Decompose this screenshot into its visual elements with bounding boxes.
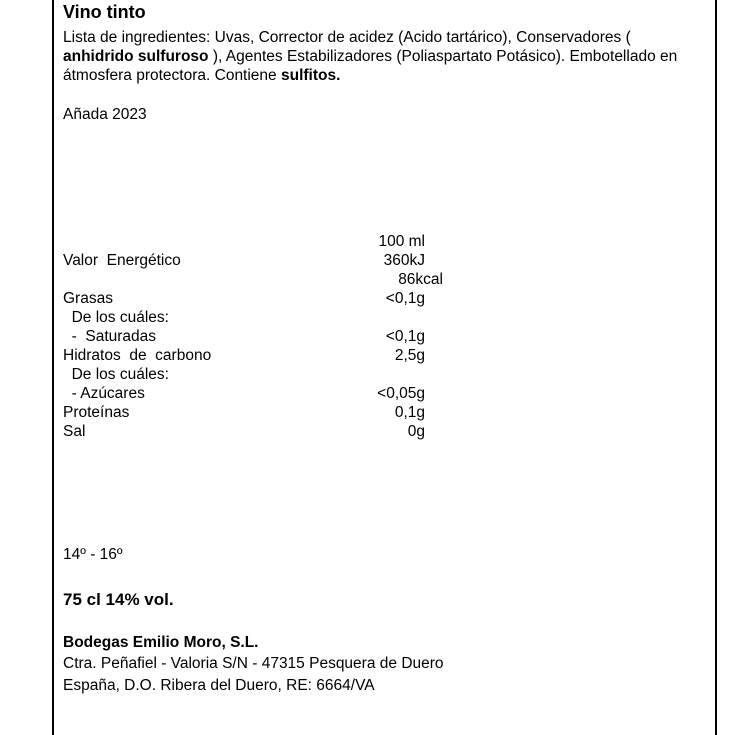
ingredients-part2: ), Agentes Estabilizadores (Poliaspartato Potásico). Embotellado en átmosfera protectora. Contiene (63, 48, 678, 85)
volume-abv: 75 cl 14% vol. (63, 590, 174, 609)
nutrition-row (63, 346, 425, 365)
nutrition-header: 100 ml (378, 233, 425, 250)
ingredients-text (63, 28, 703, 86)
nutrition-row (63, 422, 425, 441)
nutrition-row (63, 403, 425, 422)
vintage-year: Añada 2023 (63, 106, 147, 123)
nutrient-label: Proteínas (63, 404, 130, 421)
serving-temperature: 14º - 16º (63, 546, 123, 563)
nutrient-value: <0,05g (377, 385, 425, 402)
nutrition-row (63, 327, 425, 346)
energy-kj: 360kJ (383, 252, 425, 269)
nutrient-value: 0,1g (394, 404, 425, 421)
nutrient-label: Hidratos de carbono (63, 347, 212, 364)
nutrient-label: Sal (63, 423, 86, 440)
company-name: Bodegas Emilio Moro, S.L. (63, 634, 259, 651)
nutrient-value: 0g (407, 423, 425, 440)
nutrient-label: - Saturadas (63, 328, 157, 345)
ingredients-bold-sulfuroso: anhidrido sulfuroso (63, 48, 209, 66)
nutrient-value: 2,5g (394, 347, 425, 364)
company-address-line2: España, D.O. Ribera del Duero, RE: 6664/VA (63, 677, 375, 694)
company-address-line1: Ctra. Peñafiel - Valoria S/N - 47315 Pesquera de Duero (63, 655, 444, 672)
nutrient-value: <0,1g (385, 328, 425, 345)
nutrition-header-row (63, 232, 425, 251)
nutrient-label: Grasas (63, 290, 113, 307)
nutrition-row (63, 384, 425, 403)
nutrient-label: - Azúcares (63, 385, 145, 402)
ingredients-bold-sulfitos: sulfitos. (280, 67, 341, 85)
nutrition-row-energy (63, 251, 425, 270)
energy-kcal: 86kcal (398, 271, 443, 288)
product-title: Vino tinto (63, 2, 146, 22)
ingredients-part1: Lista de ingredientes: Uvas, Corrector de acidez (Acido tartárico), Conservadores ( (63, 29, 631, 46)
nutrition-row (63, 308, 425, 327)
energy-label: Valor Energético (63, 252, 181, 269)
nutrient-label: De los cuáles: (63, 366, 169, 383)
nutrition-row (63, 365, 425, 384)
nutrient-label: De los cuáles: (63, 309, 169, 326)
nutrient-value: <0,1g (385, 290, 425, 307)
nutrition-row-kcal (63, 270, 443, 289)
nutrition-row (63, 289, 425, 308)
